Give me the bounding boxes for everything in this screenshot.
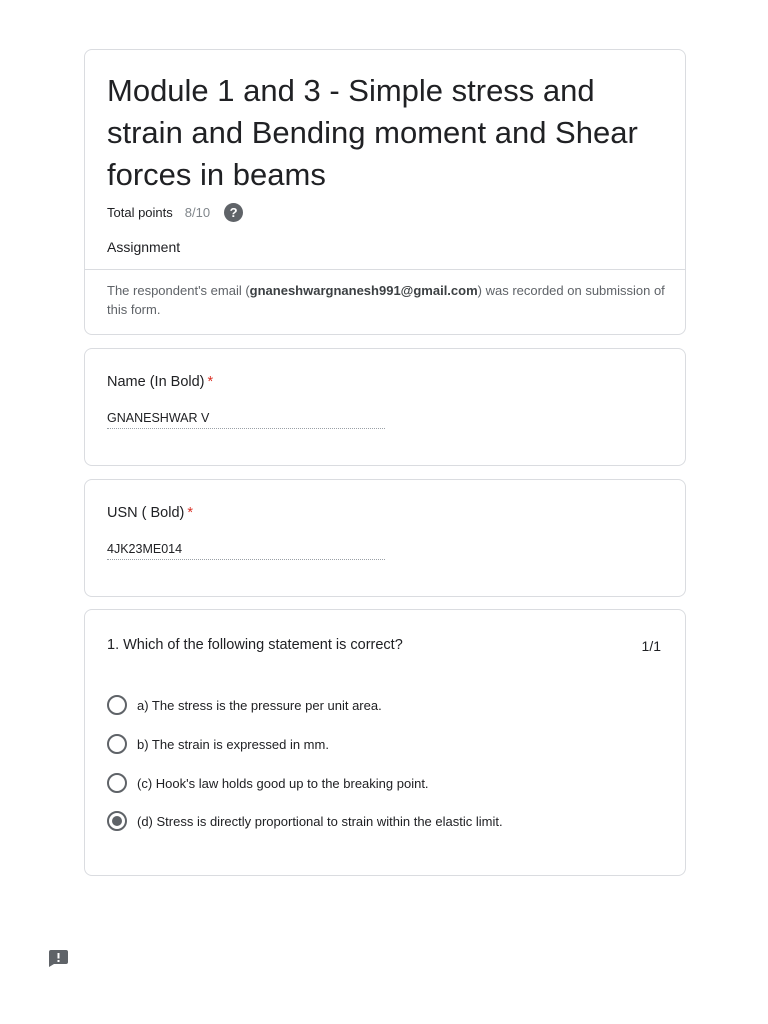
- option-d[interactable]: [107, 810, 503, 832]
- radio-unselected-icon[interactable]: [107, 695, 127, 715]
- usn-answer: 4JK23ME014: [107, 542, 385, 560]
- section-label: Assignment: [107, 239, 181, 255]
- option-c-label: (c) Hook's law holds good up to the breaking point.: [137, 775, 429, 791]
- name-question-card: [84, 348, 686, 466]
- respondent-email: gnaneshwargnanesh991@gmail.com: [249, 283, 478, 298]
- radio-unselected-icon[interactable]: [107, 773, 127, 793]
- usn-question-card: [84, 479, 686, 597]
- radio-unselected-icon[interactable]: [107, 734, 127, 754]
- option-b-label: b) The strain is expressed in mm.: [137, 736, 329, 752]
- radio-selected-icon[interactable]: [107, 811, 127, 831]
- usn-question-title: [107, 505, 193, 521]
- option-a[interactable]: [107, 694, 382, 716]
- question-1-score: 1/1: [641, 638, 661, 654]
- header-divider: [85, 269, 685, 270]
- option-c[interactable]: [107, 772, 429, 794]
- form-title: Module 1 and 3 - Simple stress and strain and Bending moment and Shear forces in beams: [107, 73, 638, 192]
- form-header-card: [84, 49, 686, 335]
- name-question-label: Name (In Bold): [107, 374, 205, 390]
- total-points-value: 8/10: [184, 204, 211, 220]
- total-points-row: [107, 201, 243, 223]
- option-a-label: a) The stress is the pressure per unit area.: [137, 697, 382, 713]
- email-note-prefix: The respondent's email (: [107, 283, 250, 298]
- required-asterisk: *: [207, 374, 214, 390]
- question-1-card: [84, 609, 686, 876]
- email-recorded-note: [107, 281, 672, 319]
- option-d-label: (d) Stress is directly proportional to strain within the elastic limit.: [137, 813, 503, 829]
- email-note-suffix: ) was recorded on submission of this form.: [107, 283, 665, 317]
- question-1-title: 1. Which of the following statement is correct?: [107, 637, 403, 653]
- help-icon[interactable]: ?: [224, 203, 243, 222]
- total-points-label: Total points: [107, 204, 173, 220]
- report-feedback-icon[interactable]: [49, 950, 68, 967]
- usn-question-label: USN ( Bold): [107, 505, 185, 521]
- name-answer: GNANESHWAR V: [107, 411, 385, 429]
- name-question-title: [107, 374, 213, 390]
- required-asterisk: *: [187, 505, 194, 521]
- option-b[interactable]: [107, 733, 329, 755]
